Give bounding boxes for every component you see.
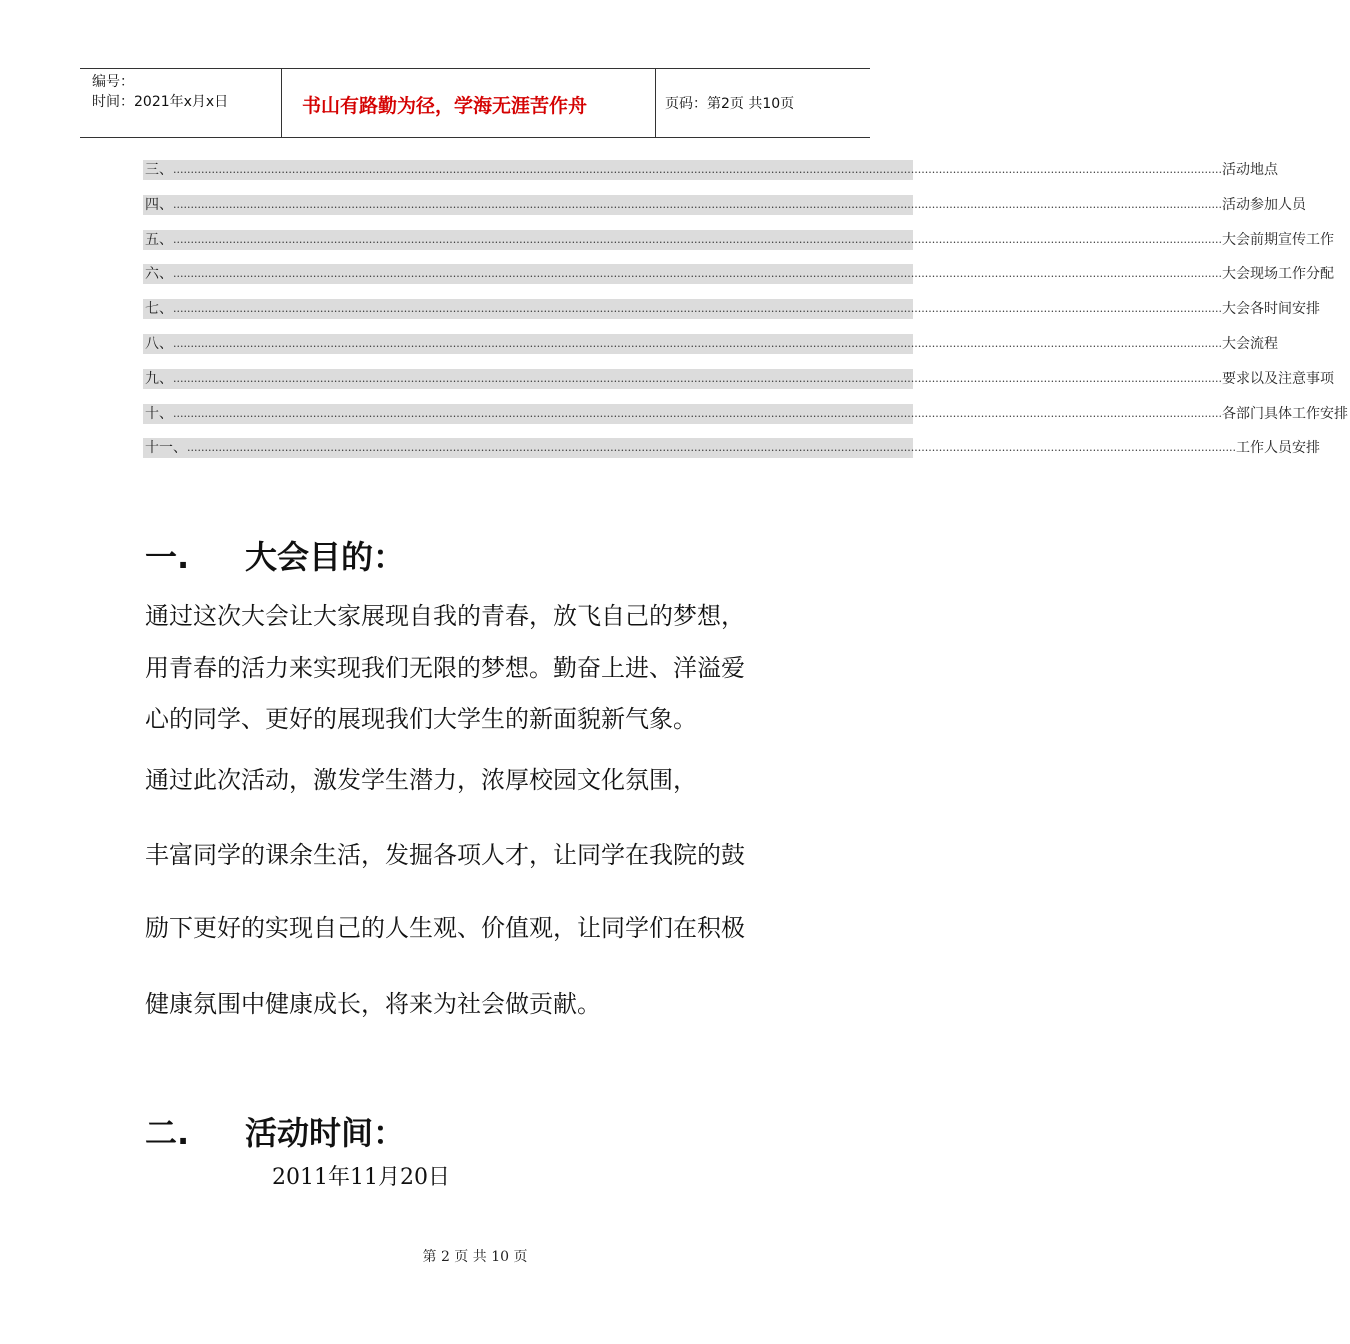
toc-number: 十、	[145, 405, 173, 422]
toc-leader: ............................................................................................................................................................................................................................................................................................................	[173, 232, 1222, 246]
toc-leader: ............................................................................................................................................................................................................................................................................................................	[173, 371, 1222, 385]
toc-row[interactable]	[143, 264, 1334, 284]
toc-number: 十一、	[145, 440, 187, 457]
toc-leader: ............................................................................................................................................................................................................................................................................................................	[173, 406, 1222, 420]
toc-number: 四、	[145, 196, 173, 213]
toc-number: 八、	[145, 335, 173, 352]
header-motto-cell	[281, 69, 656, 137]
toc-title: 大会各时间安排	[1221, 301, 1320, 318]
section-2-title: 活动时间：	[245, 1114, 406, 1152]
toc-title: 活动地点	[1221, 162, 1278, 178]
number-label: 编号：	[92, 74, 134, 90]
section-1-line: 丰富同学的课余生活，发掘各项人才，让同学在我院的鼓	[145, 841, 745, 869]
toc-number: 五、	[145, 231, 173, 248]
section-1-line: 通过这次大会让大家展现自我的青春，放飞自己的梦想，	[145, 602, 745, 630]
toc-row[interactable]	[143, 334, 1278, 354]
toc-leader: ............................................................................................................................................................................................................................................................................................................	[187, 441, 1236, 455]
event-date: 2011年11月20日	[272, 1165, 450, 1190]
time-label: 时间：2021年x月x日	[92, 94, 229, 110]
toc-row[interactable]	[143, 195, 1306, 215]
section-2-heading	[145, 1108, 405, 1154]
section-1-line: 健康氛围中健康成长，将来为社会做贡献。	[145, 990, 601, 1018]
toc-row[interactable]	[143, 404, 1348, 424]
section-1-line: 心的同学、更好的展现我们大学生的新面貌新气象。	[145, 705, 697, 733]
section-2-number: 二.	[145, 1114, 190, 1152]
section-1-heading	[145, 532, 405, 578]
motto-text: 书山有路勤为径，学海无涯苦作舟	[302, 95, 588, 117]
toc-leader: ............................................................................................................................................................................................................................................................................................................	[173, 163, 1222, 176]
toc-title: 大会现场工作分配	[1221, 266, 1334, 283]
toc-title: 工作人员安排	[1235, 440, 1320, 457]
header-page-cell	[655, 69, 870, 137]
toc-leader: ............................................................................................................................................................................................................................................................................................................	[173, 197, 1222, 211]
toc-leader: ............................................................................................................................................................................................................................................................................................................	[173, 302, 1222, 316]
section-1-title: 大会目的：	[245, 538, 406, 576]
toc-row[interactable]	[143, 230, 1334, 250]
section-1-line: 用青春的活力来实现我们无限的梦想。勤奋上进、洋溢爱	[145, 654, 745, 682]
toc-row[interactable]	[143, 369, 1334, 389]
document-header	[80, 68, 870, 138]
section-1-line: 励下更好的实现自己的人生观、价值观，让同学们在积极	[145, 914, 745, 942]
toc-title: 活动参加人员	[1221, 196, 1306, 213]
toc-leader: ............................................................................................................................................................................................................................................................................................................	[173, 267, 1222, 281]
toc-number: 九、	[145, 370, 173, 387]
section-1-number: 一.	[145, 538, 190, 576]
toc-number: 六、	[145, 266, 173, 283]
table-of-contents	[143, 160, 1348, 473]
toc-title: 大会流程	[1221, 335, 1278, 352]
toc-row[interactable]	[143, 438, 1320, 458]
toc-number: 七、	[145, 301, 173, 318]
toc-title: 要求以及注意事项	[1221, 370, 1334, 387]
toc-title: 各部门具体工作安排	[1221, 405, 1348, 422]
toc-number: 三、	[145, 162, 173, 178]
toc-row[interactable]	[143, 299, 1320, 319]
toc-leader: ............................................................................................................................................................................................................................................................................................................	[173, 336, 1222, 350]
page-info: 页码：第2页 共10页	[665, 96, 795, 112]
toc-row[interactable]	[143, 160, 1278, 180]
page-footer: 第 2 页 共 10 页	[422, 1249, 528, 1265]
toc-title: 大会前期宣传工作	[1221, 231, 1334, 248]
section-1-line: 通过此次活动，激发学生潜力，浓厚校园文化氛围，	[145, 766, 697, 794]
header-meta	[80, 69, 280, 137]
